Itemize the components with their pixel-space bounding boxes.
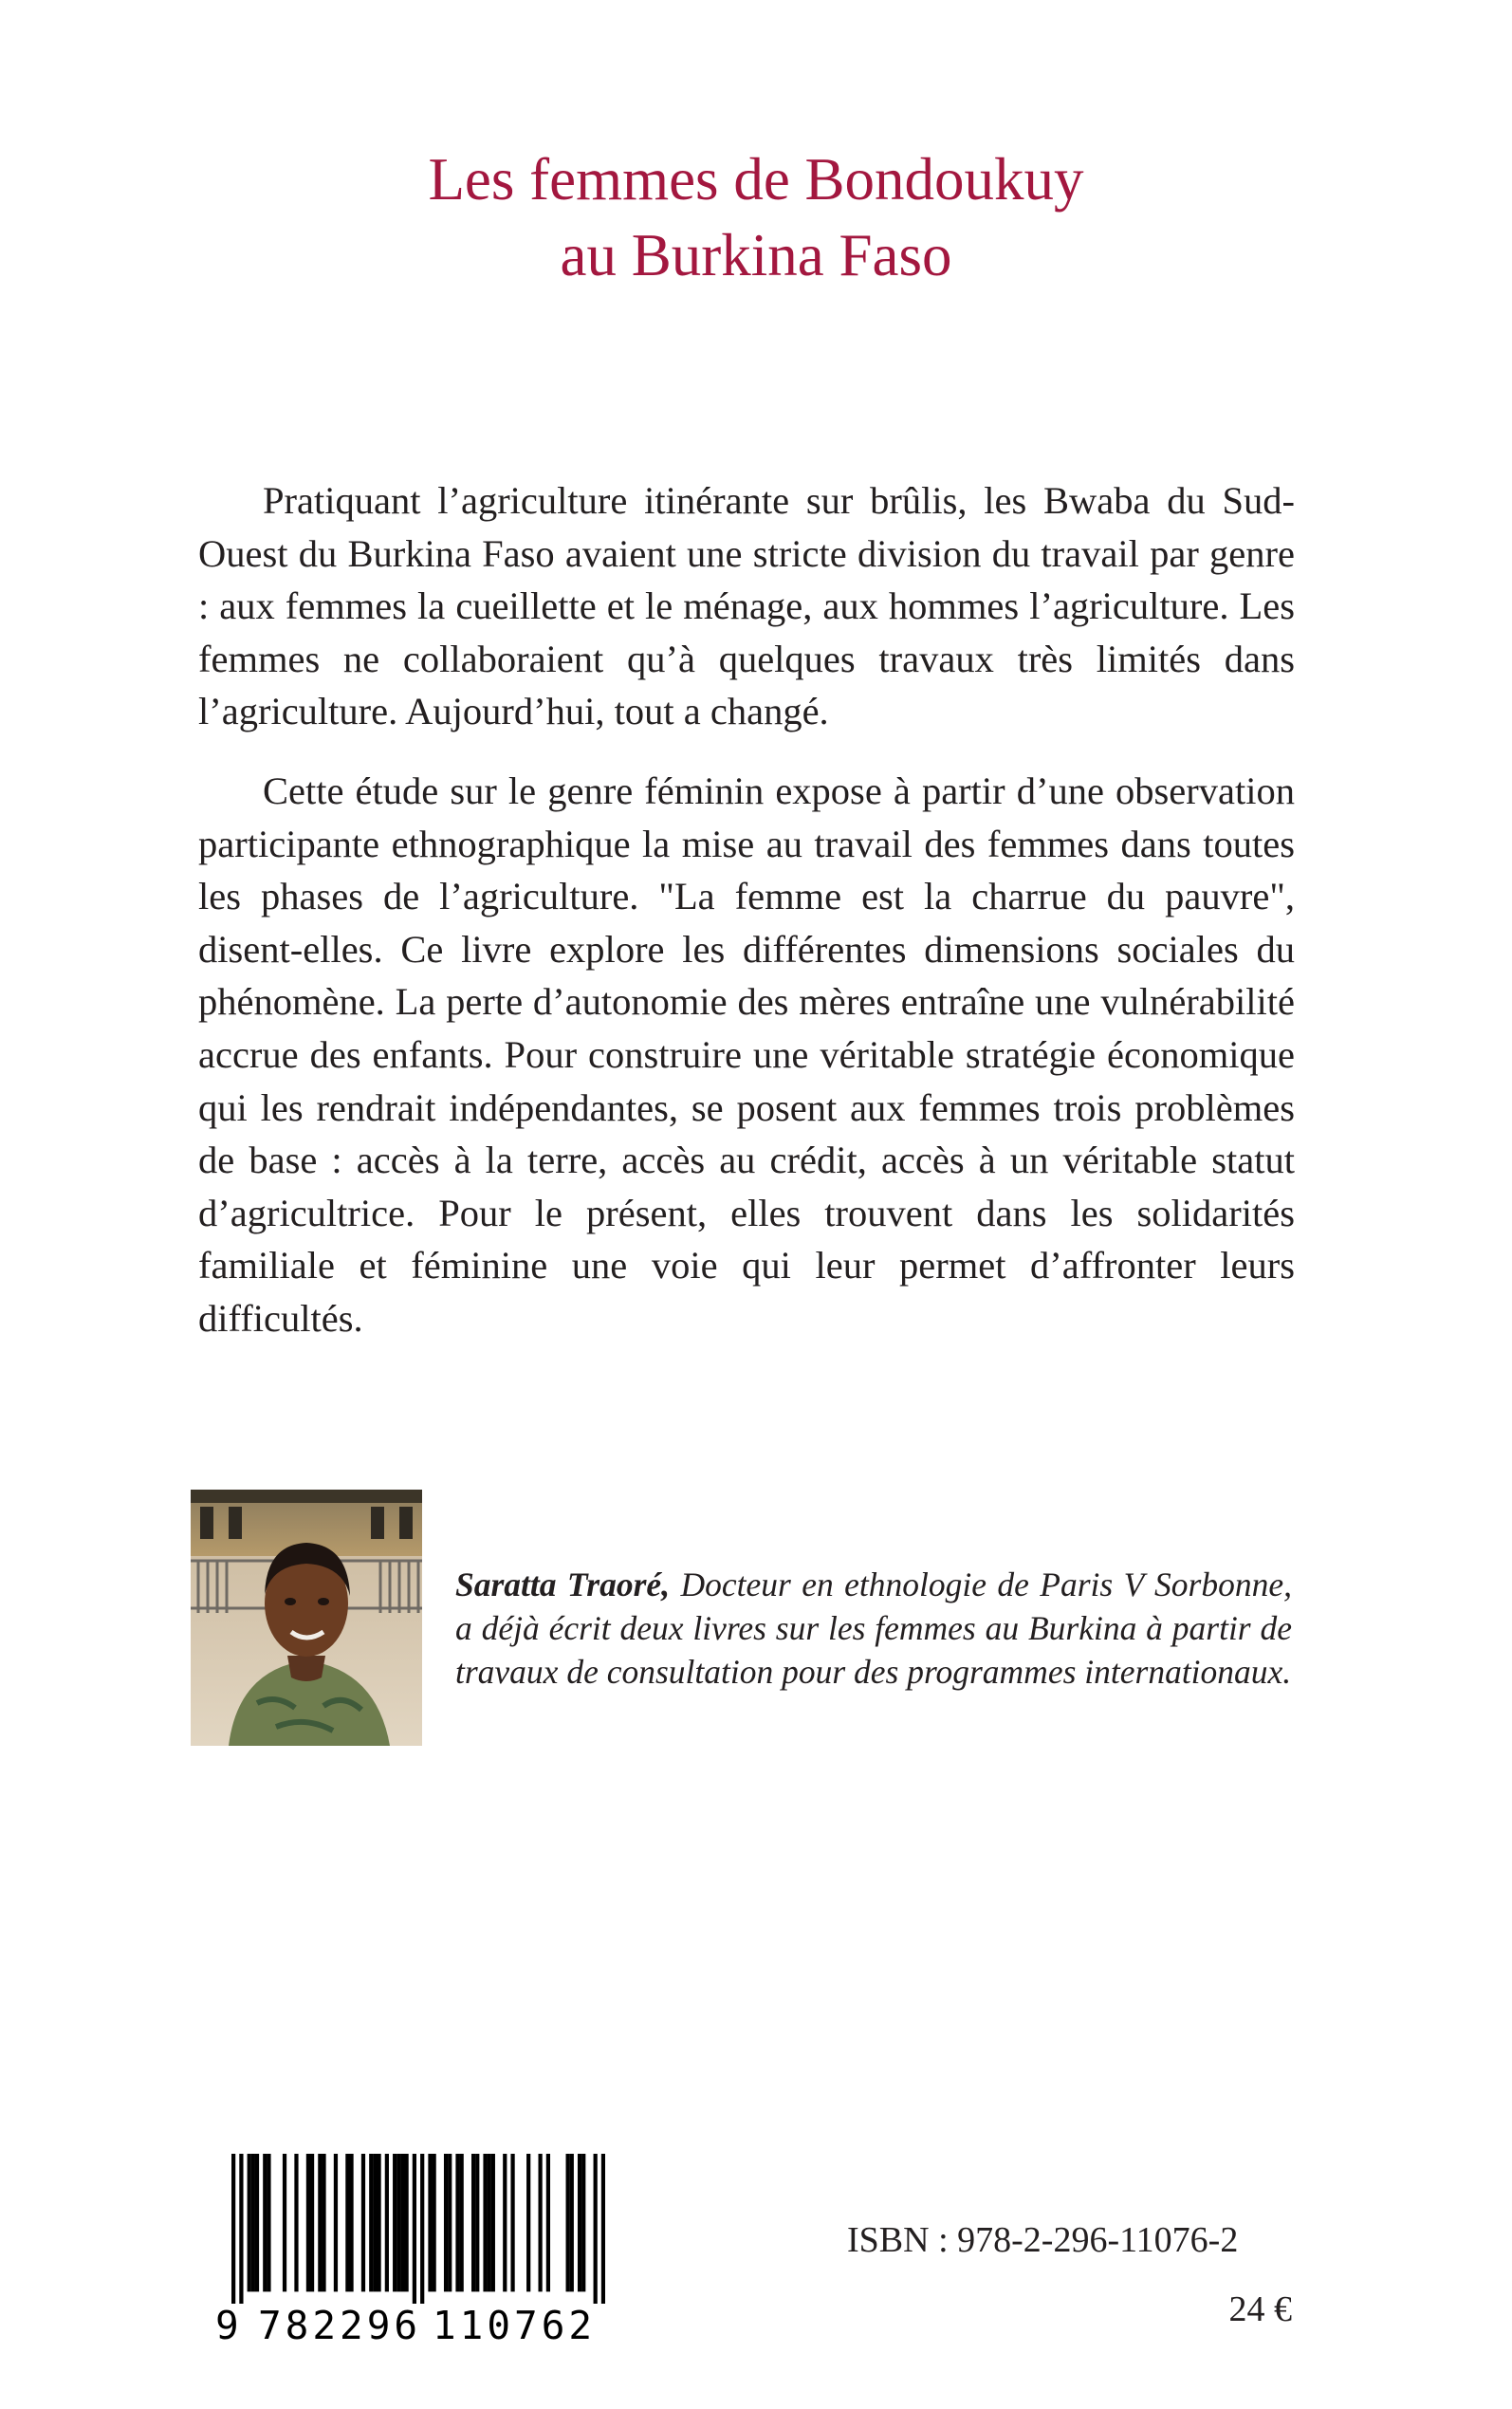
barcode-bar [231, 2154, 235, 2304]
barcode-bar [373, 2154, 377, 2291]
author-photo [191, 1490, 422, 1746]
barcode-bar [318, 2154, 322, 2291]
barcode-bar [404, 2154, 408, 2291]
barcode-bar [263, 2154, 267, 2291]
author-bio [455, 1563, 1292, 1694]
barcode-bar [283, 2154, 286, 2291]
barcode-bar [488, 2154, 491, 2291]
barcode-bar [594, 2154, 598, 2304]
barcode-bar [345, 2154, 349, 2291]
barcode-bar [306, 2154, 310, 2291]
barcode-bar [413, 2154, 416, 2304]
barcode-bar [471, 2154, 475, 2291]
barcode-bar [433, 2154, 436, 2291]
barcode [231, 2154, 605, 2304]
barcode-bar [448, 2154, 452, 2291]
barcode-bar [248, 2154, 251, 2291]
barcode-bar [361, 2154, 365, 2291]
barcode-bar [251, 2154, 255, 2291]
barcode-bar [503, 2154, 507, 2291]
barcode-bar [444, 2154, 448, 2291]
barcode-bar [310, 2154, 314, 2291]
barcode-bar [428, 2154, 432, 2291]
barcode-bar [294, 2154, 298, 2291]
barcode-bar [510, 2154, 514, 2291]
author-name: Saratta Traoré, [455, 1566, 671, 1603]
barcode-bar [385, 2154, 389, 2291]
barcode-bar [400, 2154, 404, 2291]
barcode-bar [255, 2154, 259, 2291]
price: 24 € [1228, 2289, 1292, 2329]
barcode-bar [475, 2154, 479, 2291]
isbn: ISBN : 978-2-296-11076-2 [847, 2220, 1239, 2260]
blurb-paragraph-1 [198, 474, 1295, 738]
barcode-digits [215, 2299, 614, 2352]
book-title-line-1: Les femmes de Bondoukuy [428, 146, 1084, 213]
barcode-digits-group-2: 110762 [433, 2303, 597, 2348]
barcode-bar [239, 2154, 243, 2304]
blurb-paragraph-2-text: Cette étude sur le genre féminin expose à partir d’une observation participante ethnographique la mise au travail des femmes dans toutes les phases de l’agriculture. "La femme est la charrue du pauvre", disent-elles. Ce livre explore les différentes dimensions sociales du phénomène. La perte d’autonomie des mères entraîne une vulnérabilité accrue des enfants. Pour construire une véritable stratégie économique qui les rendrait indépendantes, se posent aux femmes trois problèmes de base : accès à la terre, accès au crédit, accès à un véritable statut d’agricultrice. Pour le présent, elles trouvent dans les solidarités familiale et féminine une voie qui leur permet d’affronter leurs difficultés. [198, 769, 1295, 1340]
barcode-bar [491, 2154, 495, 2291]
barcode-bar [322, 2154, 325, 2291]
barcode-bar [267, 2154, 270, 2291]
barcode-bar [483, 2154, 487, 2291]
barcode-bar [455, 2154, 459, 2291]
barcode-bar [393, 2154, 396, 2291]
barcode-bar [526, 2154, 530, 2291]
author-bio-text: Docteur en ethnologie de Paris V Sorbonne, a déjà écrit deux livres sur les femmes au Burkina à partir de travaux de consultation pour des programmes internationaux. [455, 1566, 1292, 1691]
barcode-bar [369, 2154, 373, 2291]
barcode-bar [377, 2154, 380, 2291]
barcode-bar [396, 2154, 400, 2291]
barcode-bar [349, 2154, 353, 2291]
barcode-bar [546, 2154, 550, 2291]
barcode-bar [581, 2154, 585, 2291]
barcode-bar [578, 2154, 581, 2291]
barcode-bar [420, 2154, 424, 2304]
barcode-bar [538, 2154, 542, 2291]
barcode-bar [566, 2154, 570, 2291]
barcode-bar [334, 2154, 338, 2291]
barcode-bar [460, 2154, 464, 2291]
barcode-bar [570, 2154, 574, 2291]
book-title-line-2: au Burkina Faso [560, 222, 952, 288]
barcode-digits-group-1: 782296 [258, 2303, 422, 2348]
barcode-bar [601, 2154, 605, 2304]
blurb-paragraph-1-text: Pratiquant l’agriculture itinérante sur brûlis, les Bwaba du Sud-Ouest du Burkina Faso avaient une stricte division du travail par genre : aux femmes la cueillette et le ménage, aux hommes l’agriculture. Les femmes ne collaboraient qu’à quelques travaux très limités dans l’agriculture. Aujourd’hui, tout a changé. [198, 479, 1295, 733]
blurb-paragraph-2 [198, 765, 1295, 1345]
barcode-digit-first: 9 [215, 2303, 239, 2348]
